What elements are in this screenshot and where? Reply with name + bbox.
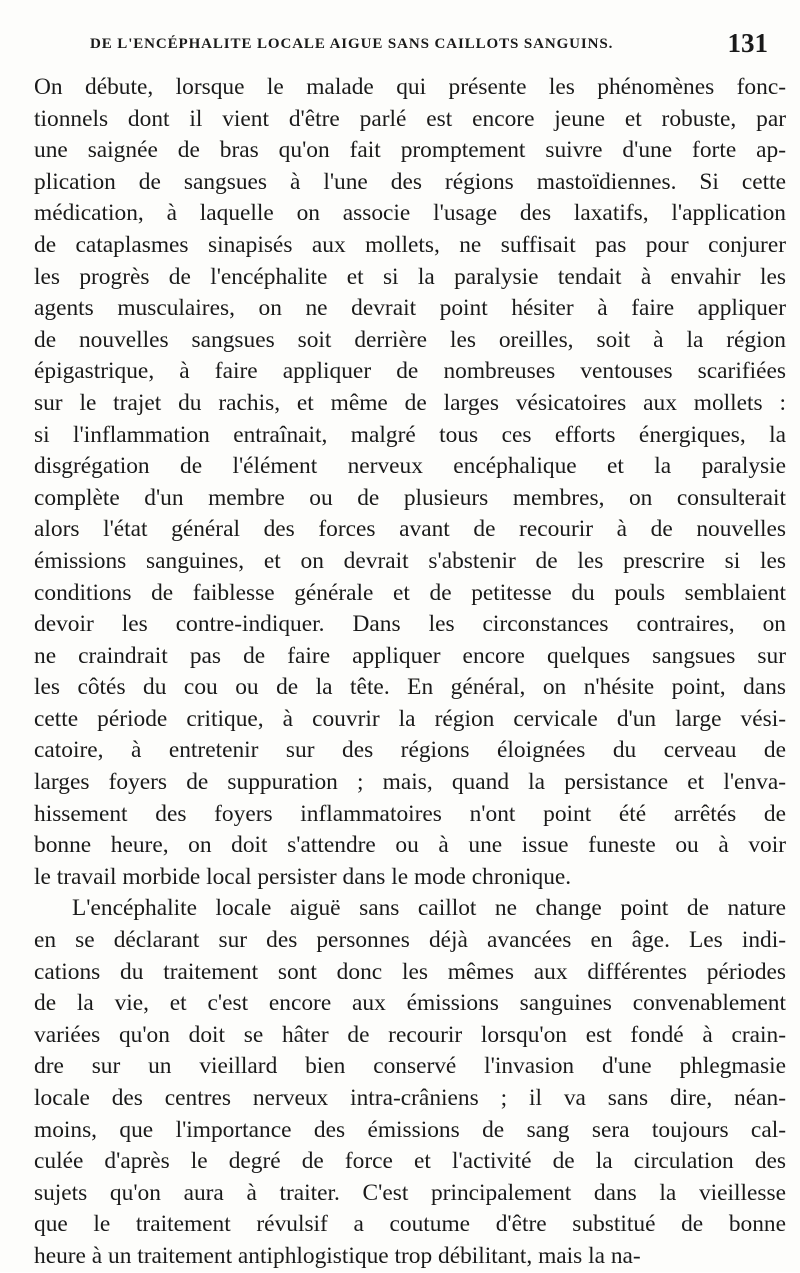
text-line: cette période critique, à couvrir la région cervicale d'un large vési- [34,705,786,732]
text-line: émissions sanguines, et on devrait s'abstenir de les prescrire si les [34,547,786,574]
body-text [34,72,786,1273]
text-line: sur le trajet du rachis, et même de larges vésicatoires aux mollets : [34,389,786,416]
text-line: culée d'après le degré de force et l'activité de la circulation des [34,1148,786,1175]
text-line: si l'inflammation entraînait, malgré tous ces efforts énergiques, la [34,421,786,448]
text-line: le travail morbide local persister dans le mode chronique. [34,863,572,890]
text-line: en se déclarant sur des personnes déjà avancées en âge. Les indi- [34,927,786,954]
paragraph [34,72,786,893]
page-header [34,28,786,62]
text-line: plication de sangsues à l'une des régions mastoïdiennes. Si cette [34,168,786,195]
text-line: conditions de faiblesse générale et de petitesse du pouls semblaient [34,579,786,606]
text-line: médication, à laquelle on associe l'usage des laxatifs, l'application [34,200,786,227]
text-line: épigastrique, à faire appliquer de nombreuses ventouses scarifiées [34,358,786,385]
text-line: les côtés du cou ou de la tête. En général, on n'hésite point, dans [34,674,786,701]
text-line: bonne heure, on doit s'attendre ou à une issue funeste ou à voir [34,832,786,859]
text-line: moins, que l'importance des émissions de sang sera toujours cal- [34,1116,786,1143]
text-line: larges foyers de suppuration ; mais, quand la persistance et l'enva- [34,769,786,796]
text-line: de cataplasmes sinapisés aux mollets, ne suffisait pas pour conjurer [34,231,786,258]
running-title: DE L'ENCÉPHALITE LOCALE AIGUE SANS CAILLOTS SANGUINS. [90,36,614,52]
text-line: catoire, à entretenir sur des régions éloignées du cerveau de [34,737,786,764]
text-line: hissement des foyers inflammatoires n'ont point été arrêtés de [34,800,786,827]
paragraph [34,893,786,1272]
text-line: que le traitement révulsif a coutume d'être substitué de bonne [34,1211,786,1238]
text-line: de nouvelles sangsues soit derrière les oreilles, soit à la région [34,326,786,353]
text-line: complète d'un membre ou de plusieurs membres, on consulterait [34,484,786,511]
text-line: On débute, lorsque le malade qui présente les phénomènes fonc- [34,74,786,100]
text-line: dre sur un vieillard bien conservé l'invasion d'une phlegmasie [34,1053,786,1080]
text-line: ne craindrait pas de faire appliquer encore quelques sangsues sur [34,642,786,669]
text-line: locale des centres nerveux intra-crâniens ; il va sans dire, néan- [34,1085,786,1111]
text-line: L'encéphalite locale aiguë sans caillot ne change point de nature [72,895,786,922]
text-line: une saignée de bras qu'on fait promptement suivre d'une forte ap- [34,137,786,164]
text-line: agents musculaires, on ne devrait point hésiter à faire appliquer [34,295,786,322]
text-line: de la vie, et c'est encore aux émissions sanguines convenablement [34,990,786,1017]
page-number: 131 [727,28,768,58]
text-line: sujets qu'on aura à traiter. C'est principalement dans la vieillesse [34,1179,786,1206]
text-line: heure à un traitement antiphlogistique trop débilitant, mais la na- [34,1242,641,1269]
text-line: cations du traitement sont donc les mêmes aux différentes périodes [34,958,786,985]
text-line: tionnels dont il vient d'être parlé est encore jeune et robuste, par [34,105,786,132]
text-line: disgrégation de l'élément nerveux encéphalique et la paralysie [34,453,786,480]
text-line: alors l'état général des forces avant de recourir à de nouvelles [34,516,786,543]
text-line: devoir les contre-indiquer. Dans les circonstances contraires, on [34,611,786,638]
text-line: les progrès de l'encéphalite et si la paralysie tendait à envahir les [34,263,786,290]
text-line: variées qu'on doit se hâter de recourir lorsqu'on est fondé à crain- [34,1021,786,1048]
